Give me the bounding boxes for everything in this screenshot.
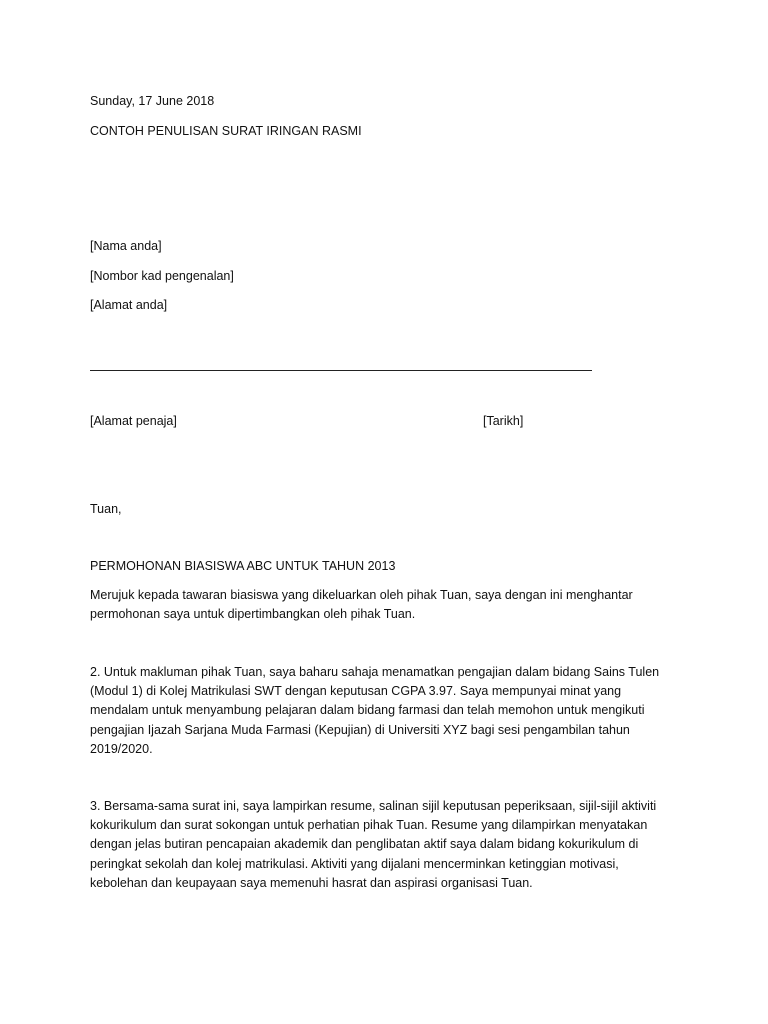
paragraph-line: permohonan saya untuk dipertimbangkan oleh pihak Tuan. <box>90 607 416 622</box>
document-heading: CONTOH PENULISAN SURAT IRINGAN RASMI <box>90 124 362 138</box>
paragraph-2 <box>90 663 660 759</box>
sender-id-number: [Nombor kad pengenalan] <box>90 269 234 283</box>
paragraph-3 <box>90 797 657 893</box>
letter-subject: PERMOHONAN BIASISWA ABC UNTUK TAHUN 2013 <box>90 559 396 573</box>
salutation: Tuan, <box>90 502 122 516</box>
paragraph-line: dengan jelas butiran pencapaian akademik dan penglibatan aktif saya dalam bidang kokurikulum di <box>90 837 639 852</box>
sender-name: [Nama anda] <box>90 239 162 253</box>
paragraph-line: 2. Untuk makluman pihak Tuan, saya baharu sahaja menamatkan pengajian dalam bidang Sains Tulen <box>90 665 660 679</box>
paragraph-line: 2019/2020. <box>90 741 153 756</box>
paragraph-line: pengajian Ijazah Sarjana Muda Farmasi (Kepujian) di Universiti XYZ bagi sesi pengambilan tahun <box>90 722 630 737</box>
sender-address: [Alamat anda] <box>90 298 168 312</box>
paragraph-line: peringkat sekolah dan kolej matrikulasi. Aktiviti yang dijalani mencerminkan ketinggian motivasi, <box>90 856 619 871</box>
paragraph-line: 3. Bersama-sama surat ini, saya lampirkan resume, salinan sijil keputusan peperiksaan, sijil-sijil aktiviti <box>90 799 657 813</box>
paragraph-line: kokurikulum dan surat sokongan untuk perhatian pihak Tuan. Resume yang dilampirkan menyatakan <box>90 818 648 833</box>
paragraph-line: mendalam untuk menyambung pelajaran dalam bidang farmasi dan telah memohon untuk mengikuti <box>90 703 645 718</box>
paragraph-line: (Modul 1) di Kolej Matrikulasi SWT dengan keputusan CGPA 3.97. Saya mempunyai minat yang <box>90 684 622 699</box>
recipient-address: [Alamat penaja] <box>90 414 177 428</box>
paragraph-line: kebolehan dan keupayaan saya memenuhi hasrat dan aspirasi organisasi Tuan. <box>90 875 533 890</box>
document-date: Sunday, 17 June 2018 <box>90 94 215 108</box>
paragraph-1 <box>90 586 650 624</box>
separator-line <box>90 370 592 371</box>
recipient-date: [Tarikh] <box>483 414 524 428</box>
paragraph-line: Merujuk kepada tawaran biasiswa yang dikeluarkan oleh pihak Tuan, saya dengan ini menghantar <box>90 588 633 602</box>
